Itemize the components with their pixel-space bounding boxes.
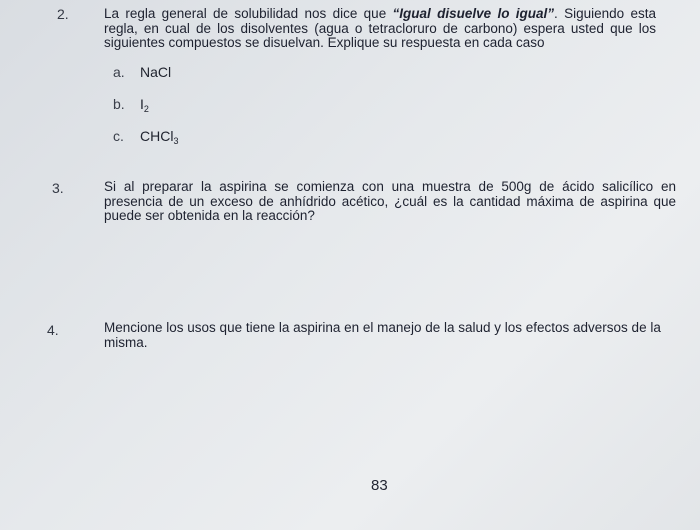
question-2-text — [104, 7, 656, 51]
question-4-text: Mencione los usos que tiene la aspirina en el manejo de la salud y los efectos adversos de la misma. — [104, 320, 661, 350]
question-emphasis: “Igual disuelve lo igual” — [392, 6, 555, 21]
option-a — [113, 64, 171, 82]
page-number: 83 — [371, 477, 388, 494]
question-3-text: Si al preparar la aspirina se comienza con una muestra de 500g de ácido salicílico en presencia de un exceso de anhídrido acético, ¿cuál es la cantidad máxima de aspirina que puede ser obtenida en la reacción? — [104, 179, 676, 223]
option-letter: a. — [113, 64, 125, 80]
option-b — [113, 96, 149, 114]
question-text-part: La regla general de solubilidad nos dice que — [104, 6, 393, 21]
chemical-formula: NaCl — [140, 64, 172, 80]
option-c — [113, 128, 178, 146]
option-letter: c. — [113, 128, 124, 144]
question-number: 4. — [47, 322, 59, 338]
question-text-part: . Siguiendo esta regla, en cual de los disolventes (agua o tetracloruro de carbono) espera usted que los siguientes compuestos se disuelvan. Explique su respuesta en cada caso — [104, 6, 656, 50]
question-number: 3. — [52, 180, 64, 196]
question-number: 2. — [57, 6, 69, 22]
chemical-formula: $I_2$ — [140, 96, 149, 114]
option-letter: b. — [113, 96, 125, 112]
chemical-formula: CHCl$_3$ — [140, 128, 179, 146]
